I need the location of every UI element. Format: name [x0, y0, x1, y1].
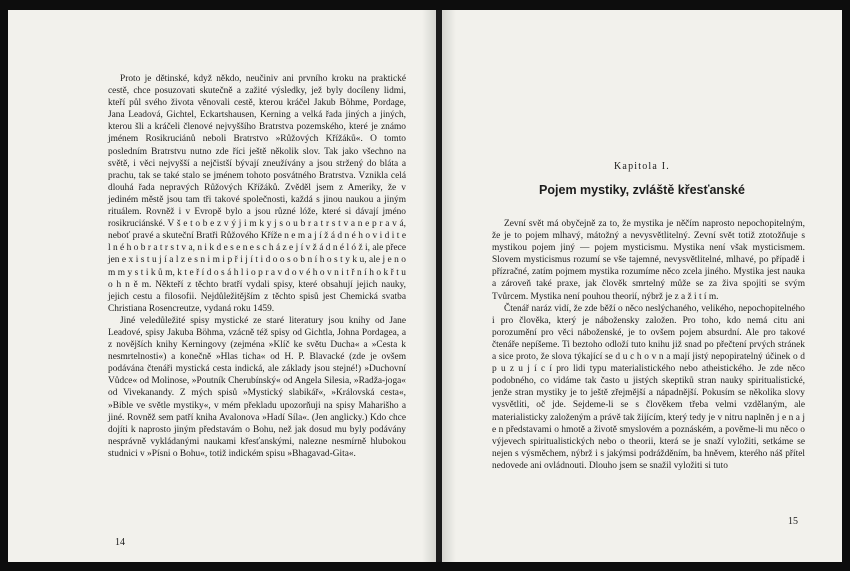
right-page: [442, 10, 842, 562]
right-page-gutter-shadow: [442, 10, 456, 562]
left-page: [8, 10, 436, 562]
left-page-number: 14: [115, 537, 125, 548]
right-page-number: 15: [788, 516, 798, 527]
chapter-label: Kapitola I.: [614, 161, 670, 172]
right-paragraph-2: Čtenář naráz vidí, že zde běží o něco neslýchaného, velikého, nepochopitelného i pro člověka, který je nábožensky založen. Pro toho, kdo nemá citu ani porozumění pro věci náboženské, je to ovšem pojem absurdní. Ale pro takové čtenáře nepíšeme. Ti beztoho odloží tuto knihu již snad po přečtení prvých stránek a sice proto, že slova týkající se d u c h o v n a mají jistý nepopiratelný účinek o d p u z u j í c í pro lidi typu materialistického nebo atheistického. Je zde něco podobného, co vidáme tak často u jistých skeptiků stran nauky spiritualistické, jenže stran mystiky je to ještě zřejmější a nápadnější. Pokusím se několika slovy vysvětliti, oč jde. Sejdeme-li se s člověkem třeba velmi vzdělaným, ale materialisticky založeným a právě tak žijícím, který tedy je v nitru naplněn j e n a j e n představami o hmotě a životě smyslovém a poznáském, a pověme-li mu něco o výjevech spiritualistických nebo o theorii, která se je snaží vyložiti, setkáme se nejen s výsměchem, nýbrž i s jakýmsi podrážděním, ba hněvem, kterého náš přítel nedovede ani ovládnouti. Dlouho jsem se snažil vyložiti si tuto: [492, 303, 805, 471]
right-paragraph-1: Zevní svět má obyčejně za to, že mystika je něčím naprosto nepochopitelným, že je to pojem mlhavý, mátožný a nevysvětlitelný. Zevní svět totiž ztotožňuje s mystikou pojem jiný — pojem mysticismu. Mystika není však mysticismem. Slovem mysticismus rozumí se vše tajemné, nevysvětlitelné, mlhavé, po případě i přízračné, zatím pojmem mystika rozumíme něco zcela jiného. Mystika jest nauka a zároveň také praxe, jak člověk smrtelný může se za živa spojiti se svým Tvůrcem. Mystika není pouhou theorií, nýbrž je z a ž i t í m.: [492, 219, 805, 302]
right-text-column: [492, 218, 805, 472]
left-paragraph-2: Jiné veledůležité spisy mystické ze staré literatury jsou knihy od Jane Leadové, spisy Jakuba Böhma, vzácně též spisy od Gichtla, Johna Pordagea, a z novějších knihy Kerningovy (zejména »Klíč ke světu Ducha« a »Cesta k nesmrtelnosti«) a konečně »Hlas ticha« od H. P. Blavacké (zde je ovšem podávána čtenáři mystická cesta indická, ale základy jsou stejné!) »Duchovní Vůdce« od Molinose, »Poutník Cherubínský« od Angela Silesia, »Radža-joga« od Vivekanandy. Z mých spisů »Mystický slabikář«, »Královská cesta«, »Bible ve světle mystiky«, v mém překladu upozorňuji na spisy Maharišho a jiné. Rovněž sem patří kniha Avalonova »Hadí Síla«. (Jen anglicky.) Kdo chce dojíti k naprosto jiným představám o Bohu, než jak dosud mu byly podávány nesprávně vykládanými naukami křesťanskými, nalezne nesmírně hlubokou studnici v »Písni o Bohu«, totiž indickém spisu »Bhagavad-Gita«.: [108, 315, 406, 459]
chapter-title: Pojem mystiky, zvláště křesťanské: [539, 183, 745, 197]
left-text-column: [108, 73, 406, 460]
left-page-gutter-shadow: [422, 10, 436, 562]
left-paragraph-1: Proto je dětinské, když někdo, neučiniv ani prvního kroku na praktické cestě, chce posuzovati skutečně a zažité výsledky, jež byly docíleny lidmi, kteří půl svého života věnovali cestě, kterou kráčel Jakub Böhme, Pordage, Jana Leadová, Gichtel, Eckartshausen, Kerning a velká řada jiných a jiných, kterou šli a kráčeli členové nejvyššího Bratrstva pozemského, které je známo jménem Rosikruciánů neboli Bratrstvo »Růžových Křížáků«. O tomto posledním Bratrstvu nutno zde říci ještě několik slov. Tak jako všechno na světě, i věci nejvyšší a nejčistší bývají zneužívány a jsou stržený do bláta a prachu, tak se také stalo se jménem tohoto posvátného Bratrstva. Vznikla celá dlouhá řada nepravých Růžových Křížáků. Zvěděl jsem z Ameriky, že v jediném městě jsou tam tři takové společnosti, každá s jinou naukou a jiným rituálem. Rovněž i v Evropě bylo a jsou různé lóže, které si dávají jméno rosikruciánské. V š e t o b e z v ý j i m k y j s o u b r a t r s t v a n e p r a v á, neboť pravé a skuteční Bratři Růžového Kříže n e m a j í ž á d n é h o v i d i t e l n é h o b r a t r s t v a, n i k d e s e n e s c h á z e j í v ž á d n é l ó ž i, ale přece jen e x i s t u j í a l z e s n i m i p ř i j í t i d o o s o b n í h o s t y k u, ale j e n o m m y s t i k ů m, k t e ř í d o s á h l i o p r a v d o v é h o v n i t ř n í h o k ř t u o h n ě m. Někteří z těchto bratří vydali spisy, které obsahují jejich nauky, jejich cestu a filosofii. Nejdůležitějším z těchto spisů jest Chemická svatba Christiana Rosencreutze, vydaná roku 1459.: [108, 74, 406, 314]
